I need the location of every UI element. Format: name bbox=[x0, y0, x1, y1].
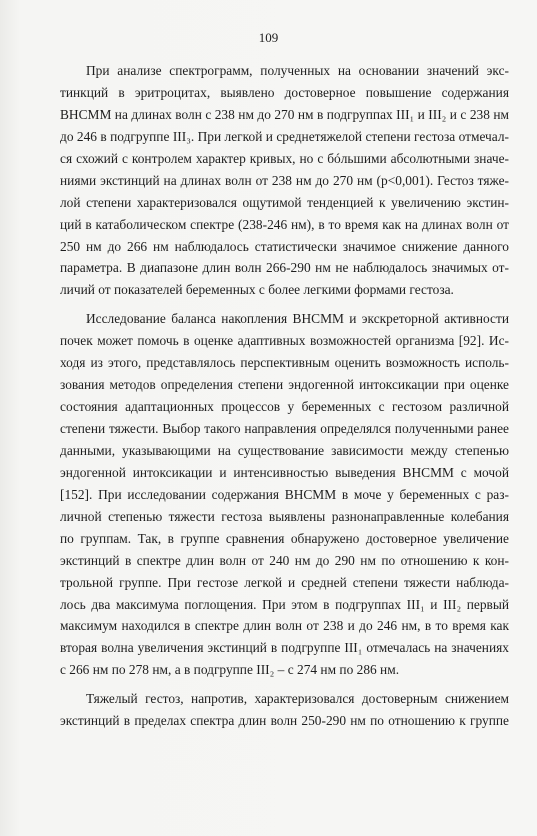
text-line: данными, указывающими на существование зависимости между степенью bbox=[60, 442, 509, 458]
text-line: Тяжелый гестоз, напротив, характеризовался достоверным снижением bbox=[86, 691, 509, 707]
text-line: экстинций в пределах спектра длин волн 250-290 нм по отношению к группе bbox=[60, 713, 509, 729]
text-line: с 266 нм по 278 нм, а в подгруппе III₂ – с 274 нм по 286 нм. bbox=[60, 662, 400, 678]
text-line: [152]. При исследовании содержания ВНСММ в моче у беременных с раз- bbox=[60, 486, 509, 502]
text-line: 250 нм до 266 нм наблюдалось статистически значимое снижение данного bbox=[60, 238, 509, 254]
page-number: 109 bbox=[258, 30, 279, 45]
text-line: состояния адаптационных процессов у беременных с гестозом различной bbox=[60, 399, 509, 415]
text-line: зования методов определения степени эндогенной интоксикации при оценке bbox=[60, 377, 509, 393]
text-line: вторая волна увеличения экстинций в подгруппе III₁ отмечалась на значениях bbox=[60, 640, 509, 656]
text-line: личной степенью тяжести гестоза выявлены разнонаправленные колебания bbox=[60, 508, 509, 524]
paragraph bbox=[60, 60, 509, 301]
paragraph bbox=[60, 688, 509, 732]
text-line: максимум находился в спектре длин волн от 238 и до 246 нм, в то время как bbox=[60, 618, 509, 634]
text-line: до 246 в подгруппе III₃. При легкой и среднетяжелой степени гестоза отмечал- bbox=[60, 128, 509, 144]
text-line: экстинций в спектре длин волн от 240 нм до 290 нм по отношению к кон- bbox=[60, 552, 509, 568]
text-line: ся схожий с контролем характер кривых, но с бóльшими абсолютными значе- bbox=[60, 150, 509, 166]
text-line: ходя из этого, представлялось перспективным оценить возможность исполь- bbox=[60, 355, 509, 371]
paragraph bbox=[60, 308, 509, 681]
text-line: При анализе спектрограмм, полученных на основании значений экс- bbox=[86, 63, 509, 78]
text-line: тинкций в эритроцитах, выявлено достоверное повышение содержания bbox=[60, 84, 509, 100]
text-line: трольной группе. При гестозе легкой и средней степени тяжести наблюда- bbox=[60, 574, 509, 590]
text-line: лось два максимума поглощения. При этом в подгруппах III₁ и III₂ первый bbox=[60, 596, 509, 612]
text-line: эндогенной интоксикации и интенсивностью выведения ВНСММ с мочой bbox=[60, 464, 509, 480]
text-line: степени тяжести. Выбор такого направления определялся полученными ранее bbox=[60, 421, 509, 436]
text-line: почек может помочь в оценке адаптивных возможностей организма [92]. Ис- bbox=[60, 333, 509, 349]
text-line: ций в катаболическом спектре (238-246 нм), в то время как на длинах волн от bbox=[60, 216, 509, 232]
body-text bbox=[60, 60, 509, 732]
text-line: параметра. В диапазоне длин волн 266-290 нм не наблюдалось значимых от- bbox=[60, 260, 509, 276]
text-line: ниями экстинций на длинах волн от 238 нм до 270 нм (p<0,001). Гестоз тяже- bbox=[60, 172, 509, 188]
text-line: личий от показателей беременных с более легкими формами гестоза. bbox=[60, 282, 454, 298]
text-line: ВНСММ на длинах волн с 238 нм до 270 нм в подгруппах III₁ и III₂ и с 238 нм bbox=[60, 106, 509, 122]
text-line: по группам. Так, в группе сравнения обнаружено достоверное увеличение bbox=[60, 530, 509, 546]
text-line: Исследование баланса накопления ВНСММ и экскреторной активности bbox=[86, 311, 509, 327]
text-line: лой степени характеризовался ощутимой тенденцией к увеличению экстин- bbox=[60, 194, 509, 210]
